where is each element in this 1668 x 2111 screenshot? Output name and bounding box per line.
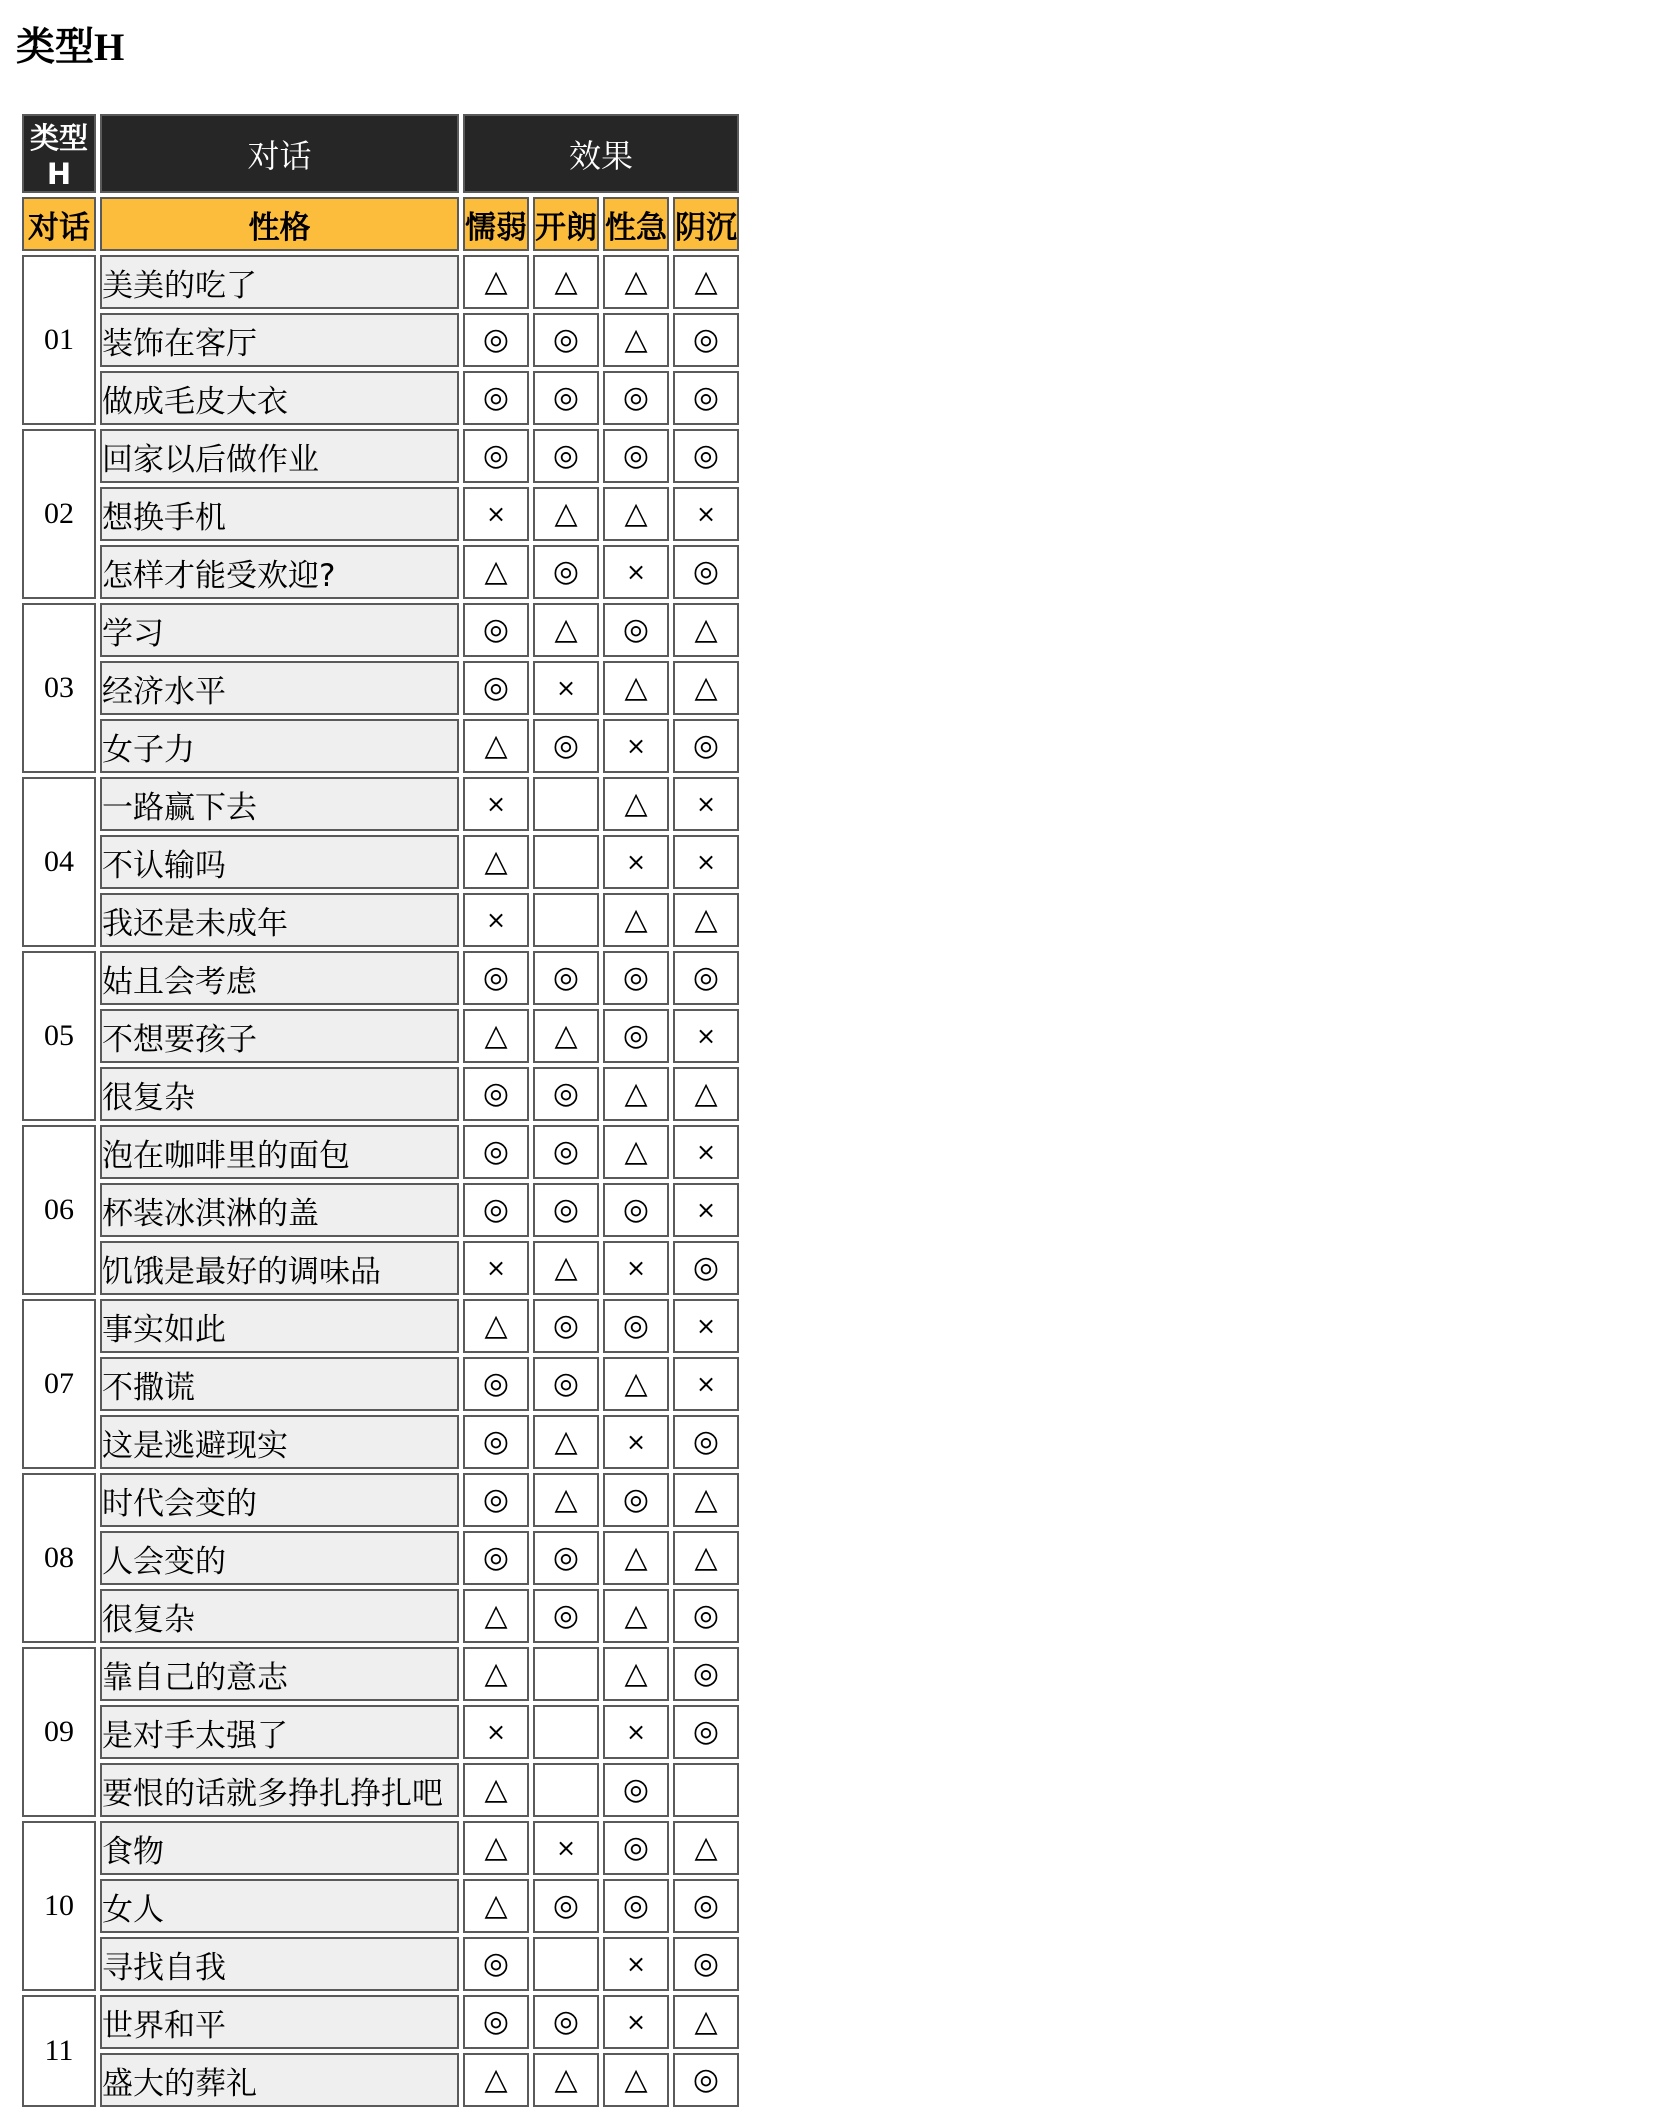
effect-mark: △	[603, 777, 669, 831]
dialog-number: 11	[22, 1995, 96, 2107]
subheader-effect-impatient: 性急	[603, 197, 669, 251]
subheader-effect-timid: 懦弱	[463, 197, 529, 251]
effect-mark: △	[603, 1531, 669, 1585]
effect-mark: ◎	[673, 371, 739, 425]
effect-mark: △	[603, 893, 669, 947]
dialog-option-text: 不撒谎	[100, 1357, 459, 1411]
table-row	[22, 835, 739, 889]
table-body	[22, 255, 739, 2107]
effect-mark: ◎	[463, 1995, 529, 2049]
effect-mark: ×	[673, 1357, 739, 1411]
effect-mark: ◎	[673, 429, 739, 483]
effect-mark: △	[603, 1647, 669, 1701]
effect-mark: △	[463, 1299, 529, 1353]
effect-mark: ◎	[603, 1473, 669, 1527]
page-title-cjk: 类型	[16, 25, 95, 70]
dialog-option-text: 泡在咖啡里的面包	[100, 1125, 459, 1179]
table-row	[22, 1183, 739, 1237]
table-row	[22, 1415, 739, 1469]
effect-mark: ◎	[463, 1183, 529, 1237]
effect-mark: ◎	[673, 1879, 739, 1933]
effect-mark	[533, 893, 599, 947]
effect-mark: ×	[673, 777, 739, 831]
table-row	[22, 1299, 739, 1353]
effect-mark: △	[533, 1415, 599, 1469]
effect-mark: ◎	[463, 1357, 529, 1411]
effect-mark: △	[673, 603, 739, 657]
effect-mark: △	[533, 1241, 599, 1295]
table-row	[22, 1763, 739, 1817]
effect-mark: ◎	[673, 719, 739, 773]
table-row	[22, 661, 739, 715]
effect-mark: △	[603, 1067, 669, 1121]
effect-mark: ×	[603, 1415, 669, 1469]
effect-mark: △	[673, 661, 739, 715]
dialog-option-text: 姑且会考虑	[100, 951, 459, 1005]
effect-mark: ◎	[603, 603, 669, 657]
table-row	[22, 719, 739, 773]
table-row	[22, 1589, 739, 1643]
effect-mark: ×	[463, 487, 529, 541]
table-row	[22, 1879, 739, 1933]
effect-mark: △	[463, 1009, 529, 1063]
page-title	[16, 20, 124, 76]
table-row	[22, 1705, 739, 1759]
table-row	[22, 1067, 739, 1121]
dialog-option-text: 要恨的话就多挣扎挣扎吧	[100, 1763, 459, 1817]
effect-mark: ◎	[463, 429, 529, 483]
subheader-effect-cheerful: 开朗	[533, 197, 599, 251]
effect-mark: ×	[603, 1937, 669, 1991]
dialog-number: 06	[22, 1125, 96, 1295]
effect-mark: ◎	[463, 371, 529, 425]
dialog-option-text: 是对手太强了	[100, 1705, 459, 1759]
effect-mark: △	[463, 1763, 529, 1817]
effect-mark: ◎	[463, 951, 529, 1005]
dialog-option-text: 饥饿是最好的调味品	[100, 1241, 459, 1295]
effect-mark: △	[673, 1531, 739, 1585]
table-row	[22, 1821, 739, 1875]
effect-mark: ◎	[463, 1125, 529, 1179]
dialog-option-text: 我还是未成年	[100, 893, 459, 947]
effect-mark: ×	[603, 719, 669, 773]
effect-mark: △	[533, 1009, 599, 1063]
effect-mark: △	[463, 1879, 529, 1933]
effect-mark: △	[533, 255, 599, 309]
effect-mark: ◎	[463, 1531, 529, 1585]
dialog-option-text: 事实如此	[100, 1299, 459, 1353]
dialog-option-text: 装饰在客厅	[100, 313, 459, 367]
effect-mark: △	[463, 1589, 529, 1643]
dialog-option-text: 女子力	[100, 719, 459, 773]
dialog-option-text: 怎样才能受欢迎?	[100, 545, 459, 599]
effect-mark: △	[673, 1821, 739, 1875]
effect-mark: ◎	[603, 371, 669, 425]
effect-mark: △	[463, 719, 529, 773]
dialog-option-text: 一路赢下去	[100, 777, 459, 831]
effect-mark: ◎	[673, 1415, 739, 1469]
effect-mark: ◎	[673, 545, 739, 599]
table-row	[22, 1241, 739, 1295]
header-row-secondary	[22, 197, 739, 251]
effect-mark: △	[533, 603, 599, 657]
dialog-option-text: 寻找自我	[100, 1937, 459, 1991]
effect-mark: ◎	[673, 1241, 739, 1295]
effect-mark: ◎	[673, 1705, 739, 1759]
effect-mark: △	[463, 545, 529, 599]
effect-mark: △	[533, 487, 599, 541]
header-dialog: 对话	[100, 114, 459, 193]
effect-mark: ×	[533, 661, 599, 715]
dialog-option-text: 想换手机	[100, 487, 459, 541]
effect-mark	[533, 1705, 599, 1759]
table-row	[22, 893, 739, 947]
header-effect: 效果	[463, 114, 739, 193]
table-row	[22, 1357, 739, 1411]
effect-mark: △	[673, 1995, 739, 2049]
effect-mark: △	[603, 2053, 669, 2107]
dialog-option-text: 这是逃避现实	[100, 1415, 459, 1469]
dialog-number: 10	[22, 1821, 96, 1991]
effect-mark: ◎	[533, 1125, 599, 1179]
dialog-option-text: 杯装冰淇淋的盖	[100, 1183, 459, 1237]
table-row	[22, 951, 739, 1005]
effect-mark: ×	[463, 1241, 529, 1295]
effect-mark: ◎	[533, 1299, 599, 1353]
effect-mark: ◎	[533, 1357, 599, 1411]
header-row-primary	[22, 114, 739, 193]
dialog-number: 09	[22, 1647, 96, 1817]
dialog-option-text: 世界和平	[100, 1995, 459, 2049]
effect-mark: ◎	[533, 1589, 599, 1643]
effect-mark: ◎	[673, 1647, 739, 1701]
effect-mark: △	[603, 1357, 669, 1411]
table-row	[22, 313, 739, 367]
effect-mark: ◎	[603, 429, 669, 483]
effect-mark: ×	[673, 1125, 739, 1179]
effect-mark: ◎	[533, 545, 599, 599]
effect-mark: ◎	[603, 1009, 669, 1063]
effect-mark: ◎	[533, 371, 599, 425]
effect-mark: ◎	[463, 1415, 529, 1469]
effect-mark: △	[603, 487, 669, 541]
effect-mark: ◎	[603, 1183, 669, 1237]
table-row	[22, 2053, 739, 2107]
table-row	[22, 1009, 739, 1063]
table-row	[22, 1647, 739, 1701]
subheader-effect-gloomy: 阴沉	[673, 197, 739, 251]
effect-mark: △	[603, 255, 669, 309]
effect-mark: ◎	[533, 429, 599, 483]
effect-mark: ◎	[533, 1879, 599, 1933]
effect-mark: ◎	[603, 1763, 669, 1817]
header-type: 类型H	[22, 114, 96, 193]
effect-mark: ×	[673, 487, 739, 541]
table-row	[22, 1531, 739, 1585]
table-row	[22, 429, 739, 483]
effect-mark: ×	[673, 1183, 739, 1237]
effect-mark	[533, 1763, 599, 1817]
effect-mark: ◎	[463, 603, 529, 657]
dialog-option-text: 食物	[100, 1821, 459, 1875]
dialog-option-text: 人会变的	[100, 1531, 459, 1585]
page-title-latin: H	[94, 26, 125, 69]
table-row	[22, 545, 739, 599]
effect-mark: ×	[673, 835, 739, 889]
effect-mark: ◎	[673, 951, 739, 1005]
dialog-option-text: 时代会变的	[100, 1473, 459, 1527]
dialog-option-text: 回家以后做作业	[100, 429, 459, 483]
dialog-option-text: 靠自己的意志	[100, 1647, 459, 1701]
dialog-number: 05	[22, 951, 96, 1121]
effect-mark: ◎	[533, 1183, 599, 1237]
dialog-option-text: 女人	[100, 1879, 459, 1933]
effect-mark: ◎	[603, 951, 669, 1005]
effect-mark: ◎	[533, 1531, 599, 1585]
effect-mark: △	[603, 313, 669, 367]
dialog-option-text: 做成毛皮大衣	[100, 371, 459, 425]
effect-mark: △	[533, 2053, 599, 2107]
dialog-option-text: 很复杂	[100, 1589, 459, 1643]
effect-mark: △	[673, 893, 739, 947]
effect-mark: ◎	[603, 1299, 669, 1353]
dialog-option-text: 学习	[100, 603, 459, 657]
dialog-number: 04	[22, 777, 96, 947]
effect-mark	[533, 1647, 599, 1701]
dialog-number: 08	[22, 1473, 96, 1643]
table-row	[22, 255, 739, 309]
effect-mark: ◎	[463, 1937, 529, 1991]
effect-mark: △	[603, 1125, 669, 1179]
table-row	[22, 487, 739, 541]
effect-mark: ×	[603, 545, 669, 599]
subheader-personality: 性格	[100, 197, 459, 251]
dialog-number: 01	[22, 255, 96, 425]
table-row	[22, 777, 739, 831]
table-row	[22, 1937, 739, 1991]
dialog-number: 07	[22, 1299, 96, 1469]
effect-mark: ×	[463, 1705, 529, 1759]
table-row	[22, 603, 739, 657]
effect-mark: ◎	[533, 313, 599, 367]
dialog-number: 02	[22, 429, 96, 599]
effect-mark: ◎	[673, 1589, 739, 1643]
dialog-option-text: 盛大的葬礼	[100, 2053, 459, 2107]
effect-mark: △	[673, 1067, 739, 1121]
effect-mark: ◎	[673, 1937, 739, 1991]
effect-mark: ◎	[463, 661, 529, 715]
effect-mark: △	[463, 1647, 529, 1701]
effect-mark: ×	[603, 1705, 669, 1759]
effect-mark: ◎	[463, 1473, 529, 1527]
effect-mark: ◎	[603, 1821, 669, 1875]
effect-mark: △	[463, 835, 529, 889]
dialog-option-text: 美美的吃了	[100, 255, 459, 309]
table-row	[22, 371, 739, 425]
effect-mark: △	[603, 661, 669, 715]
effect-mark: △	[603, 1589, 669, 1643]
effect-mark: ◎	[533, 1995, 599, 2049]
effect-mark: △	[673, 255, 739, 309]
dialog-option-text: 很复杂	[100, 1067, 459, 1121]
effect-mark: ◎	[533, 951, 599, 1005]
dialog-effects-table	[18, 110, 743, 2111]
table-row	[22, 1125, 739, 1179]
effect-mark: ◎	[463, 313, 529, 367]
effect-mark: △	[673, 1473, 739, 1527]
effect-mark: ×	[603, 1995, 669, 2049]
dialog-option-text: 不想要孩子	[100, 1009, 459, 1063]
subheader-dialog: 对话	[22, 197, 96, 251]
dialog-number: 03	[22, 603, 96, 773]
effect-mark: ◎	[673, 313, 739, 367]
effect-mark: ◎	[673, 2053, 739, 2107]
effect-mark	[533, 1937, 599, 1991]
effect-mark: △	[533, 1473, 599, 1527]
table-row	[22, 1995, 739, 2049]
effect-mark: ×	[463, 777, 529, 831]
effect-mark: △	[463, 2053, 529, 2107]
dialog-option-text: 不认输吗	[100, 835, 459, 889]
effect-mark: ×	[463, 893, 529, 947]
effect-mark: △	[463, 1821, 529, 1875]
effect-mark: ◎	[463, 1067, 529, 1121]
effect-mark: ×	[603, 835, 669, 889]
dialog-option-text: 经济水平	[100, 661, 459, 715]
effect-mark: ×	[603, 1241, 669, 1295]
effect-mark: ◎	[533, 1067, 599, 1121]
effect-mark	[533, 777, 599, 831]
effect-mark	[533, 835, 599, 889]
effect-mark: ×	[673, 1009, 739, 1063]
effect-mark: △	[463, 255, 529, 309]
effect-mark: ×	[533, 1821, 599, 1875]
effect-mark	[673, 1763, 739, 1817]
effect-mark: ◎	[603, 1879, 669, 1933]
table-row	[22, 1473, 739, 1527]
effect-mark: ×	[673, 1299, 739, 1353]
effect-mark: ◎	[533, 719, 599, 773]
